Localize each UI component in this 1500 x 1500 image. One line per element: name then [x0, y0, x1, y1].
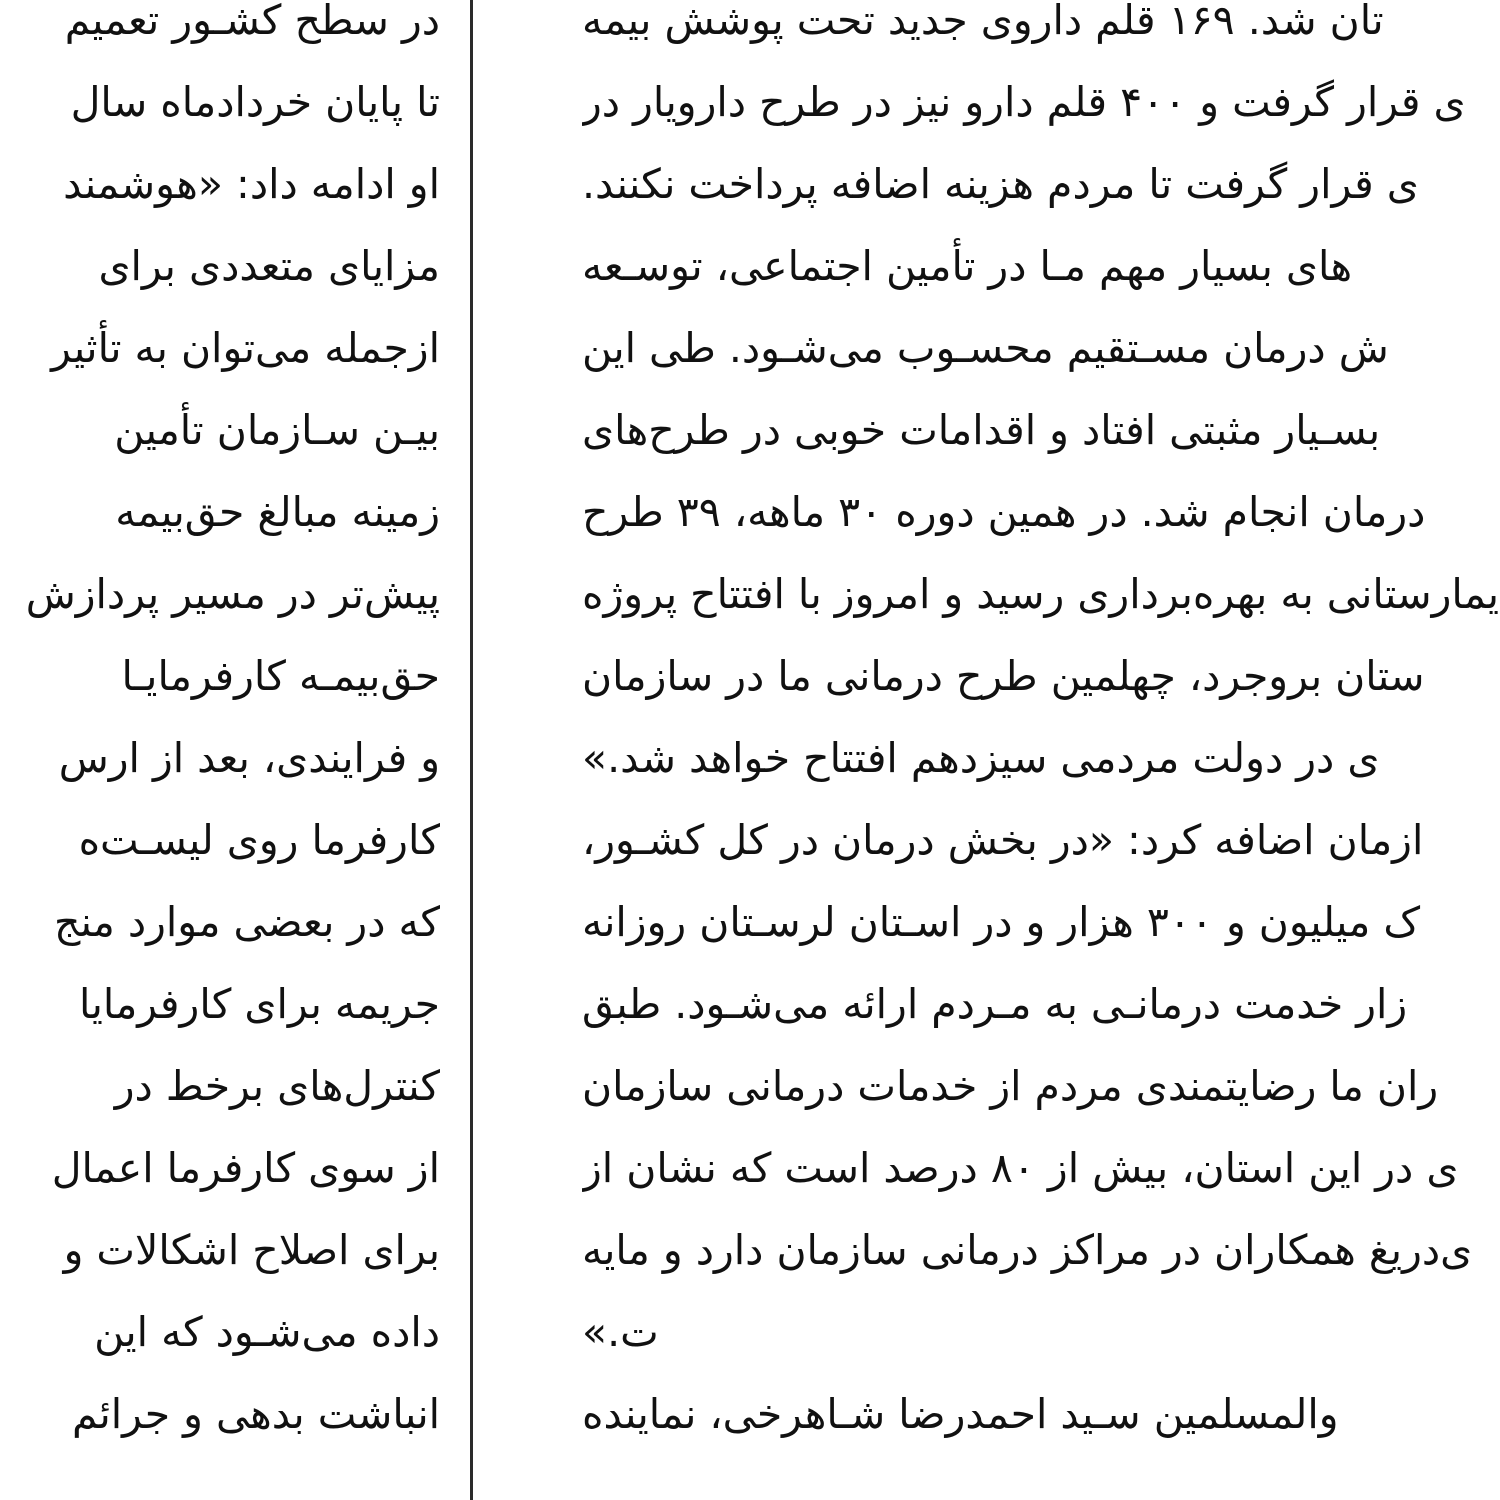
right-line-7: درمان انجام شد. در همین دوره ۳۰ ماهه، ۳۹ طرح [582, 488, 1426, 536]
left-line-13: جریمه برای کارفرمایا [78, 980, 440, 1028]
left-line-10: و فرایندی، بعد از ارس [58, 734, 440, 782]
right-line-14: ران ما رضایتمندی مردم از خدمات درمانی سازمان [582, 1062, 1439, 1110]
left-line-8: پیش‌تر در مسیر پردازش [25, 570, 440, 618]
left-line-4: مزایای متعددی برای [98, 242, 440, 290]
right-line-15: ی در این استان، بیش از ۸۰ درصد است که نشان از [582, 1144, 1459, 1192]
right-line-11: ازمان اضافه کرد: «در بخش درمان در کل کشـور، [582, 816, 1424, 864]
left-line-7: زمینه مبالغ حق‌بیمه [115, 488, 440, 536]
left-line-17: داده می‌شـود که این [94, 1308, 440, 1356]
left-text-column [0, 0, 440, 1500]
left-line-2: تا پایان خردادماه سال [70, 78, 440, 126]
right-line-8: یمارستانی به بهره‌برداری رسید و امروز با افتتاح پروژه [582, 570, 1499, 618]
right-line-4: ‌های بسیار مهم مـا در تأمین اجتماعی، توسـعه [582, 242, 1353, 290]
left-line-5: ازجمله می‌توان به تأثیر [51, 324, 440, 372]
right-line-16: ی‌دریغ همکاران در مراکز درمانی سازمان دارد و مایه [582, 1226, 1473, 1274]
right-line-17: ت.» [582, 1308, 659, 1356]
right-line-10: ی در دولت مردمی سیزدهم افتتاح خواهد شد.» [582, 734, 1380, 782]
left-line-15: از سوی کارفرما اعمال [51, 1144, 440, 1192]
left-line-6: بیـن سـازمان تأمین [114, 406, 440, 454]
left-line-12: که در بعضی موارد منج [54, 898, 440, 946]
left-line-1: در سطح کشـور تعمیم [64, 0, 440, 44]
right-line-18: والمسلمین سـید احمدرضا شـاهرخی، نماینده [582, 1390, 1339, 1438]
left-line-18: انباشت بدهی و جرائم [72, 1390, 440, 1438]
left-line-16: برای اصلاح اشکالات و [63, 1226, 440, 1274]
left-line-3: او ادامه داد: «هوشمند [63, 160, 440, 208]
right-line-3: ی قرار گرفت تا مردم هزینه اضافه پرداخت نکنند. [582, 160, 1419, 208]
right-line-13: زار خدمت درمانـی به مـردم ارائه می‌شـود. طبق [582, 980, 1408, 1028]
right-line-2: ی قرار گرفت و ۴۰۰ قلم دارو نیز در طرح دارویار در [582, 78, 1466, 126]
right-line-9: ستان بروجرد، چهلمین طرح درمانی ما در سازمان [582, 652, 1425, 700]
column-divider [470, 0, 473, 1500]
left-line-11: کارفرما روی لیسـت‌ه [78, 816, 440, 864]
right-line-1: تان شد. ۱۶۹ قلم داروی جدید تحت پوشش بیمه [582, 0, 1384, 44]
right-line-5: ش درمان مسـتقیم محسـوب می‌شـود. طی این [582, 324, 1389, 372]
right-line-6: بسـیار مثبتی افتاد و اقدامات خوبی در طرح‌های [582, 406, 1381, 454]
right-line-12: ک میلیون و ۳۰۰ هزار و در اسـتان لرسـتان روزانه [582, 898, 1421, 946]
left-line-9: حق‌بیمـه کارفرمایـا [121, 652, 440, 700]
right-text-column [582, 0, 1500, 1500]
left-line-14: کنترل‌های برخط در [114, 1062, 440, 1110]
